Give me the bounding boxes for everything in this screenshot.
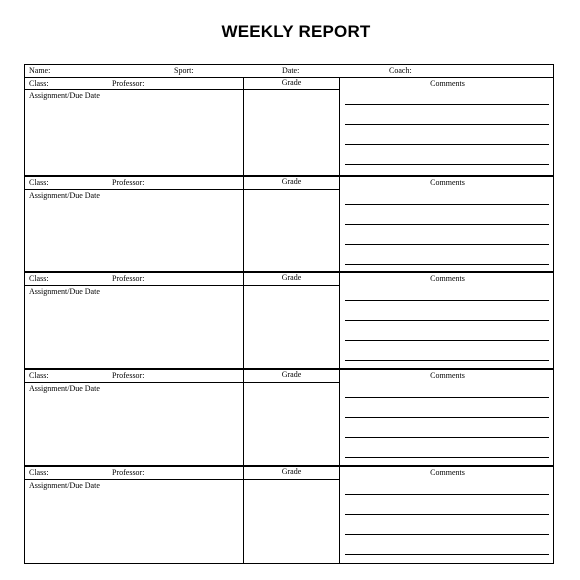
assignment-due-date-label: Assignment/Due Date bbox=[29, 91, 100, 100]
assignment-due-date-label: Assignment/Due Date bbox=[29, 384, 100, 393]
row-divider bbox=[25, 189, 339, 190]
report-sheet bbox=[24, 64, 554, 564]
comment-line bbox=[345, 144, 549, 145]
comment-line bbox=[345, 457, 549, 458]
comments-label: Comments bbox=[430, 371, 465, 380]
class-block bbox=[25, 271, 553, 368]
column-divider bbox=[243, 77, 244, 175]
assignment-due-date-label: Assignment/Due Date bbox=[29, 191, 100, 200]
comment-line bbox=[345, 224, 549, 225]
professor-label: Professor: bbox=[112, 468, 145, 477]
report-title: WEEKLY REPORT bbox=[221, 22, 371, 41]
comments-label: Comments bbox=[430, 468, 465, 477]
row-divider bbox=[25, 382, 339, 383]
class-block bbox=[25, 175, 553, 271]
column-divider bbox=[243, 467, 244, 563]
comment-line bbox=[345, 417, 549, 418]
comment-line bbox=[345, 554, 549, 555]
comment-line bbox=[345, 204, 549, 205]
column-divider bbox=[243, 273, 244, 368]
grade-label: Grade bbox=[281, 177, 302, 186]
comments-label: Comments bbox=[430, 274, 465, 283]
name-label: Name: bbox=[29, 66, 51, 75]
comments-label: Comments bbox=[430, 79, 465, 88]
comment-line bbox=[345, 244, 549, 245]
class-block bbox=[25, 77, 553, 175]
column-divider bbox=[339, 370, 340, 465]
professor-label: Professor: bbox=[112, 178, 145, 187]
comment-line bbox=[345, 104, 549, 105]
class-label: Class: bbox=[29, 468, 49, 477]
professor-label: Professor: bbox=[112, 274, 145, 283]
comment-line bbox=[345, 397, 549, 398]
comment-line bbox=[345, 437, 549, 438]
comment-line bbox=[345, 264, 549, 265]
column-divider bbox=[243, 370, 244, 465]
professor-label: Professor: bbox=[112, 79, 145, 88]
row-divider bbox=[25, 479, 339, 480]
comment-line bbox=[345, 164, 549, 165]
class-block bbox=[25, 465, 553, 563]
column-divider bbox=[339, 273, 340, 368]
assignment-due-date-label: Assignment/Due Date bbox=[29, 287, 100, 296]
comments-label: Comments bbox=[430, 178, 465, 187]
date-label: Date: bbox=[282, 66, 300, 75]
class-block bbox=[25, 368, 553, 465]
row-divider bbox=[25, 89, 339, 90]
grade-label: Grade bbox=[281, 273, 302, 282]
comment-line bbox=[345, 300, 549, 301]
column-divider bbox=[339, 467, 340, 563]
assignment-due-date-label: Assignment/Due Date bbox=[29, 481, 100, 490]
coach-label: Coach: bbox=[389, 66, 412, 75]
professor-label: Professor: bbox=[112, 371, 145, 380]
comment-line bbox=[345, 360, 549, 361]
class-label: Class: bbox=[29, 274, 49, 283]
class-label: Class: bbox=[29, 371, 49, 380]
grade-label: Grade bbox=[281, 78, 302, 87]
comment-line bbox=[345, 320, 549, 321]
row-divider bbox=[25, 285, 339, 286]
comment-line bbox=[345, 534, 549, 535]
comment-line bbox=[345, 514, 549, 515]
column-divider bbox=[339, 177, 340, 271]
comment-line bbox=[345, 494, 549, 495]
comment-line bbox=[345, 340, 549, 341]
class-label: Class: bbox=[29, 178, 49, 187]
sport-label: Sport: bbox=[174, 66, 194, 75]
grade-label: Grade bbox=[281, 370, 302, 379]
class-label: Class: bbox=[29, 79, 49, 88]
column-divider bbox=[243, 177, 244, 271]
grade-label: Grade bbox=[281, 467, 302, 476]
column-divider bbox=[339, 77, 340, 175]
comment-line bbox=[345, 124, 549, 125]
